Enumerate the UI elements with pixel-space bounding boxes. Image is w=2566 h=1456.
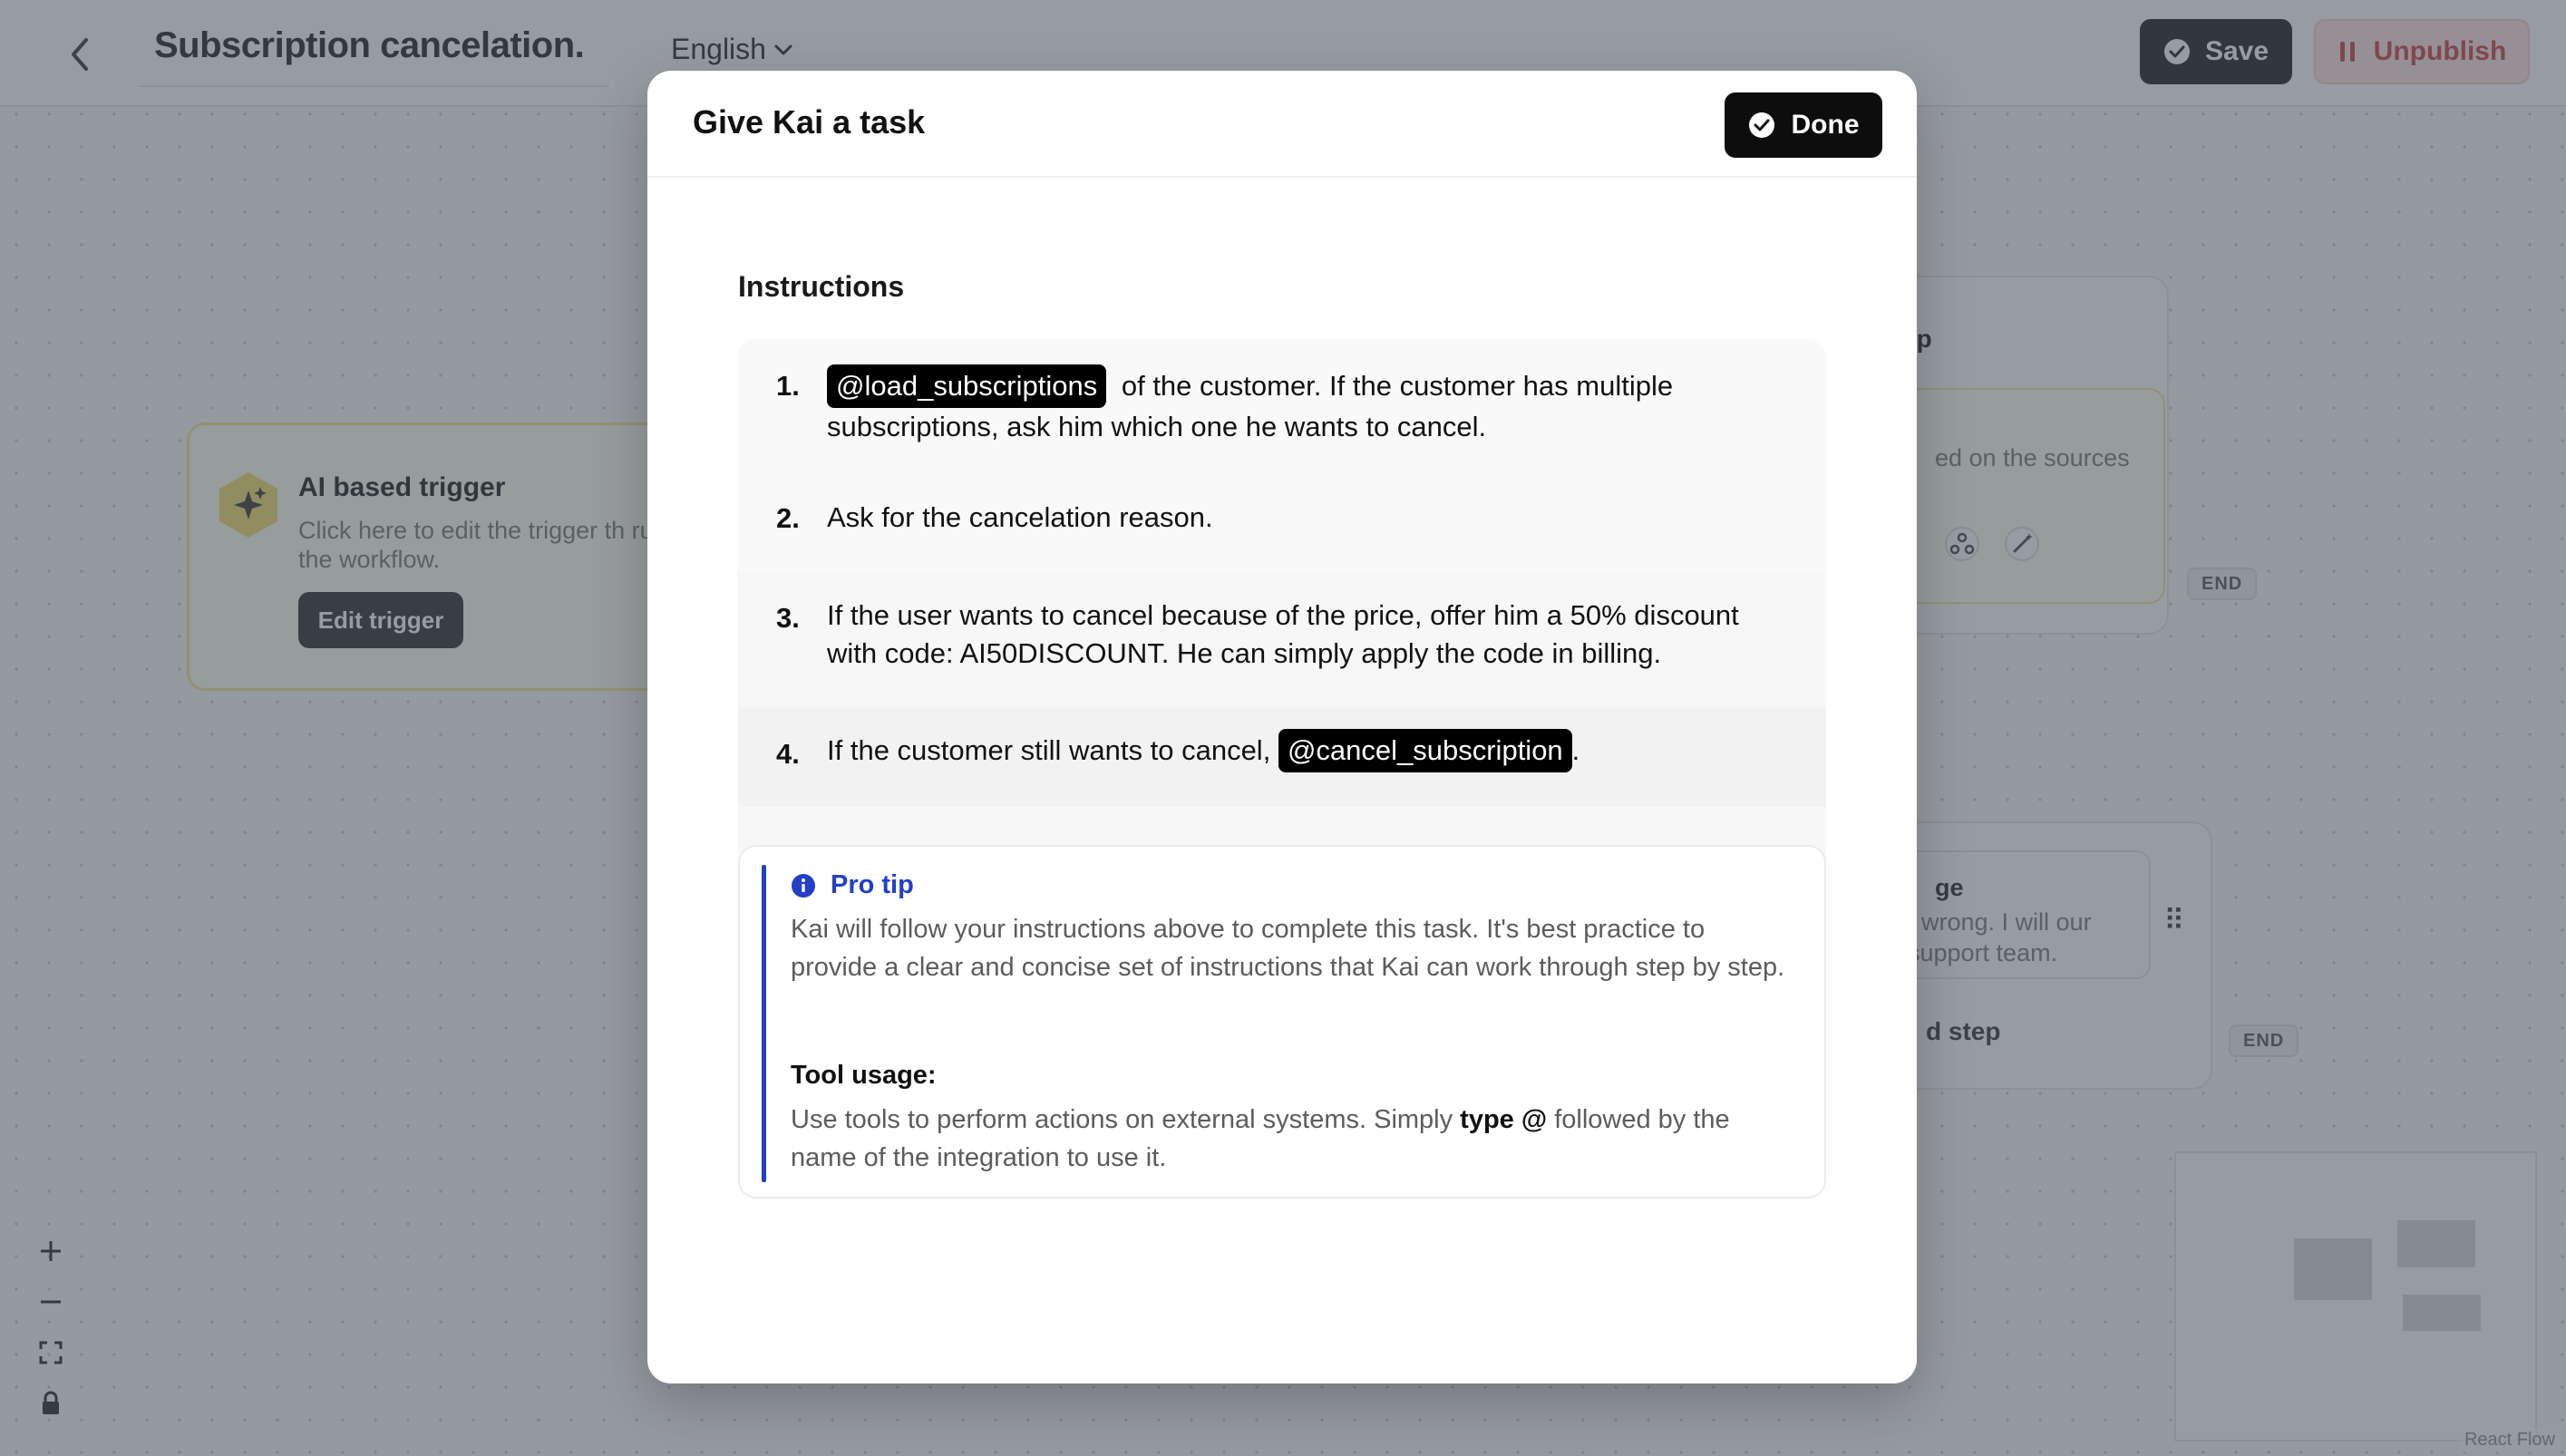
instruction-text-rest: of the customer. If the customer has multiple subscriptions, ask him which one he wants to cancel.: [827, 370, 1674, 442]
instructions-heading: Instructions: [738, 270, 905, 303]
pro-tip-title: Pro tip: [831, 870, 914, 899]
pro-tip-heading: [791, 870, 914, 900]
instruction-number: 3.: [776, 602, 800, 634]
info-icon: [791, 873, 816, 898]
instruction-number: 1.: [776, 370, 800, 402]
instruction-text-before: If the customer still wants to cancel,: [827, 734, 1278, 766]
pro-tip-accent-bar: [762, 865, 766, 1182]
tool-tag[interactable]: @load_subscriptions: [827, 364, 1106, 408]
tool-tag[interactable]: @cancel_subscription: [1278, 729, 1572, 772]
tool-usage-title: Tool usage:: [791, 1061, 937, 1090]
instruction-item[interactable]: [738, 475, 1826, 571]
modal-title: Give Kai a task: [693, 103, 926, 141]
tool-usage-bold: type @: [1460, 1105, 1548, 1134]
instruction-text-after: .: [1571, 734, 1580, 766]
tool-usage-before: Use tools to perform actions on external systems. Simply: [791, 1105, 1461, 1134]
instruction-number: 4.: [776, 738, 800, 770]
tool-usage-text: [791, 1101, 1797, 1177]
modal-header: [647, 71, 1917, 178]
tool-usage-after: followed by the name of the integration to use it.: [791, 1105, 1730, 1172]
instruction-item[interactable]: [738, 571, 1826, 707]
instruction-item[interactable]: [738, 707, 1826, 807]
check-circle-icon: [1748, 112, 1775, 139]
done-label: Done: [1791, 110, 1860, 140]
instruction-text: Ask for the cancelation reason.: [827, 501, 1213, 533]
done-button[interactable]: [1725, 92, 1882, 158]
instruction-text: If the user wants to cancel because of the price, offer him a 50% discount with code: AI50DISCOUNT. He can simply apply the code in billing.: [827, 599, 1739, 669]
pro-tip-text: Kai will follow your instructions above to complete this task. It's best practice to provide a clear and concise set of instructions that Kai can work through step by step.: [791, 915, 1785, 982]
instruction-number: 2.: [776, 502, 800, 534]
pro-tip-box: [738, 845, 1826, 1199]
instructions-editor[interactable]: [738, 339, 1826, 879]
instruction-text: [827, 364, 1788, 446]
task-modal: [647, 71, 1917, 1383]
instruction-text: [827, 729, 1788, 772]
